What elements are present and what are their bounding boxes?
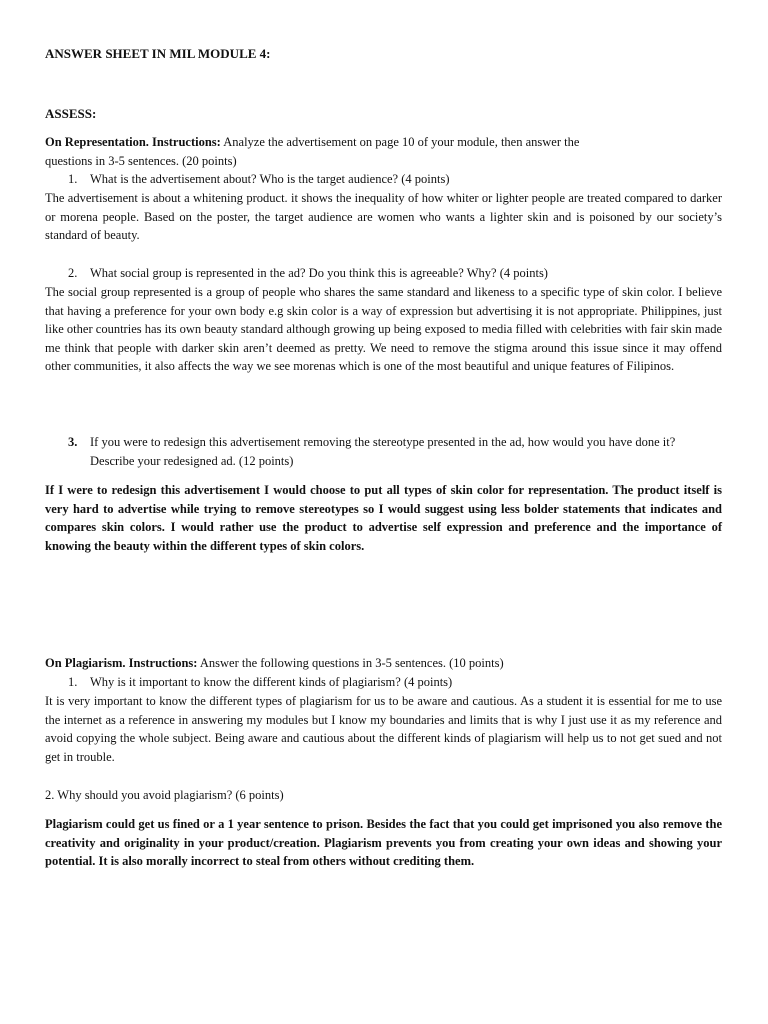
question-number: 2. [68, 266, 78, 280]
question-number: 1. [68, 675, 78, 689]
question-text: If you were to redesign this advertisement removing the stereotype presented in the ad, how would you have done it? Describe your redesigned ad. (12 points) [90, 435, 676, 468]
plagiarism-instructions [45, 654, 722, 673]
representation-question-2 [68, 264, 722, 283]
question-text: Why is it important to know the different kinds of plagiarism? (4 points) [90, 675, 453, 689]
representation-answer-3: If I were to redesign this advertisement I would choose to put all types of skin color for representation. The product itself is very hard to advertise while trying to remove stereotypes so I would suggest using less bolder statements that indicates and compares skin colors. I would rather use the product to advertise self expression and preference and the importance of knowing the beauty within the different types of skin colors. [45, 483, 722, 553]
assess-heading: ASSESS: [45, 106, 97, 121]
plagiarism-question-2: 2. Why should you avoid plagiarism? (6 points) [45, 788, 284, 802]
representation-answer-2: The social group represented is a group of people who shares the same standard and likeness to a specific type of skin color. I believe that having a preference for your own body e.g skin color is a way of expression but advertising it is not appropriate. Philippines, just like other countries has its own beauty standard although growing up being exposed to media filled with celebrities with fair skin made me think that people with darker skin aren’t deemed as pretty. We need to remove the stigma around this issue since it may offend other communities, it also affects the way we see morenas which is one of the most beautiful and unique features of Filipinos. [45, 285, 722, 374]
plagiarism-answer-1: It is very important to know the different types of plagiarism for us to be aware and cautious. As a student it is essential for me to use the internet as a reference in answering my modules but I know my boundaries and limits that is why I just use it as my reference and avoid copying the whole subject. Being aware and cautious about the different kinds of plagiarism will help us to not get sued and not get in trouble. [45, 694, 722, 764]
representation-instructions [45, 133, 620, 170]
representation-question-3 [68, 433, 722, 470]
question-text: What is the advertisement about? Who is the target audience? (4 points) [90, 172, 450, 186]
question-text: What social group is represented in the ad? Do you think this is agreeable? Why? (4 points) [90, 266, 548, 280]
plagiarism-label: On Plagiarism. Instructions: [45, 656, 198, 670]
question-number: 1. [68, 172, 78, 186]
representation-label: On Representation. Instructions: [45, 135, 221, 149]
plagiarism-instruction-text: Answer the following questions in 3-5 sentences. (10 points) [197, 656, 504, 670]
document-title: ANSWER SHEET IN MIL MODULE 4: [45, 46, 271, 61]
representation-answer-1: The advertisement is about a whitening product. it shows the inequality of how whiter or lighter people are treated compared to darker or morena people. Based on the poster, the target audience are women who wants a lighter skin and is poisoned by our society’s standard of beauty. [45, 191, 722, 243]
representation-instruction-text: Analyze the advertisement on page 10 of your module, then answer the questions in 3-5 sentences. (20 points) [45, 135, 580, 168]
plagiarism-answer-2: Plagiarism could get us fined or a 1 year sentence to prison. Besides the fact that you could get imprisoned you also remove the creativity and originality in your product/creation. Plagiarism prevents you from creating your own ideas and showing your potential. It is also morally incorrect to steal from others without crediting them. [45, 817, 722, 869]
plagiarism-question-1 [68, 673, 722, 692]
representation-question-1 [68, 170, 722, 189]
question-number: 3. [68, 435, 78, 449]
